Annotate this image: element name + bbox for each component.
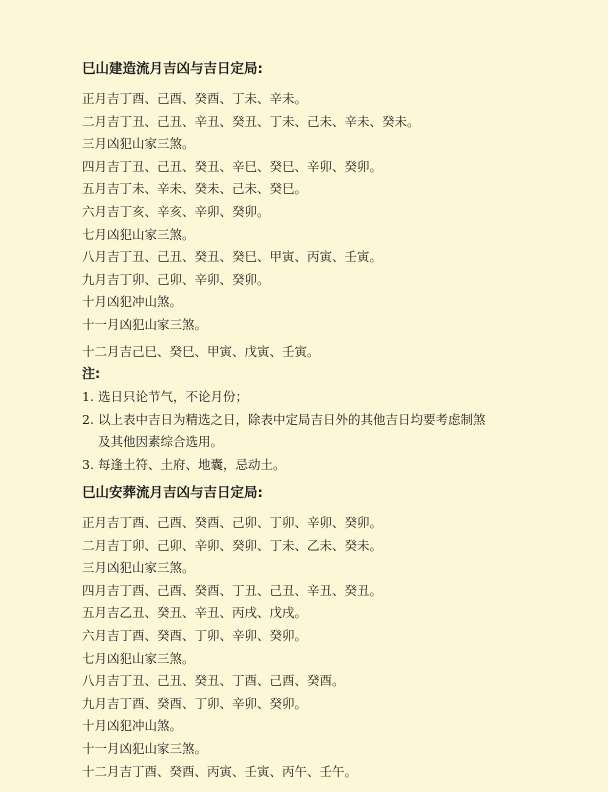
construction-section bbox=[82, 58, 588, 363]
list-item: 二月吉丁卯、己卯、辛卯、癸卯、丁未、乙未、癸未。 bbox=[82, 537, 383, 553]
list-item: 八月吉丁丑、己丑、癸丑、丁酉、己酉、癸酉。 bbox=[82, 673, 345, 689]
burial-heading: 巳山安葬流月吉凶与吉日定局: bbox=[82, 485, 263, 501]
list-item: 六月吉丁亥、辛亥、辛卯、癸卯。 bbox=[82, 203, 270, 219]
list-item: 三月凶犯山家三煞。 bbox=[82, 136, 195, 152]
list-item: 三月凶犯山家三煞。 bbox=[82, 560, 195, 576]
list-item: 四月吉丁丑、己丑、癸丑、辛巳、癸巳、辛卯、癸卯。 bbox=[82, 158, 383, 174]
construction-heading: 巳山建造流月吉凶与吉日定局: bbox=[82, 61, 263, 77]
construction-list bbox=[82, 88, 588, 363]
list-item: 正月吉丁酉、己酉、癸酉、丁未、辛未。 bbox=[82, 91, 308, 106]
list-item: 九月吉丁卯、己卯、辛卯、癸卯。 bbox=[82, 271, 270, 287]
note-item: 3. 每逢土符、土府、地囊，忌动土。 bbox=[82, 456, 286, 472]
list-item: 十二月吉己巳、癸巳、甲寅、戊寅、壬寅。 bbox=[82, 343, 320, 359]
list-item: 六月吉丁酉、癸酉、丁卯、辛卯、癸卯。 bbox=[82, 627, 308, 643]
notes-section bbox=[82, 364, 588, 476]
list-item: 十一月凶犯山家三煞。 bbox=[82, 316, 208, 332]
note-item-continuation: 及其他因素综合选用。 bbox=[98, 434, 224, 450]
list-item: 十二月吉丁酉、癸酉、丙寅、壬寅、丙午、壬午。 bbox=[82, 763, 358, 779]
list-item: 正月吉丁酉、己酉、癸酉、己卯、丁卯、辛卯、癸卯。 bbox=[82, 515, 383, 530]
notes-title: 注: bbox=[82, 367, 101, 382]
list-item: 五月吉乙丑、癸丑、辛丑、丙戌、戊戌。 bbox=[82, 605, 308, 621]
note-item: 1. 选日只论节气，不论月份； bbox=[82, 389, 249, 404]
list-item: 四月吉丁酉、己酉、癸酉、丁丑、己丑、辛丑、癸丑。 bbox=[82, 582, 383, 598]
list-item: 二月吉丁丑、己丑、辛丑、癸丑、丁未、己未、辛未、癸未。 bbox=[82, 113, 420, 129]
list-item: 七月凶犯山家三煞。 bbox=[82, 226, 195, 242]
list-item: 十一月凶犯山家三煞。 bbox=[82, 740, 208, 756]
burial-list bbox=[82, 512, 588, 783]
list-item: 十月凶犯冲山煞。 bbox=[82, 718, 183, 734]
list-item: 十月凶犯冲山煞。 bbox=[82, 294, 183, 310]
note-item: 2. 以上表中吉日为精选之日，除表中定局吉日外的其他吉日均要考虑制煞 bbox=[82, 411, 486, 427]
list-item: 八月吉丁丑、己丑、癸丑、癸巳、甲寅、丙寅、壬寅。 bbox=[82, 249, 383, 265]
list-item: 七月凶犯山家三煞。 bbox=[82, 650, 195, 666]
list-item: 九月吉丁酉、癸酉、丁卯、辛卯、癸卯。 bbox=[82, 695, 308, 711]
burial-section bbox=[82, 482, 588, 783]
list-item: 五月吉丁未、辛未、癸未、己未、癸巳。 bbox=[82, 181, 308, 197]
